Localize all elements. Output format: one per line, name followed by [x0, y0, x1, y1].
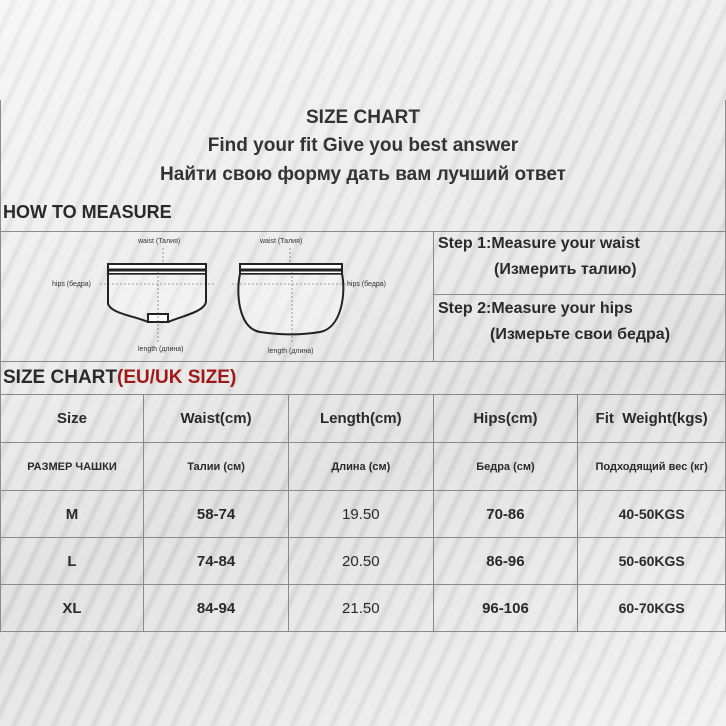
divider-how-bottom [0, 361, 726, 362]
divider-diagram-steps [433, 231, 434, 361]
table-row [1, 491, 726, 538]
header-hips-ru: Бедра (см) [433, 443, 578, 491]
length-label-front: length (длина) [138, 346, 184, 353]
step1-line2: (Измерить талию) [494, 261, 637, 278]
header-length: Length(cm) [289, 395, 434, 443]
size-cell: L [1, 538, 144, 585]
header-length-ru: Длина (см) [289, 443, 434, 491]
weight-cell: 40-50KGS [578, 491, 726, 538]
header-waist-ru: Талии (см) [144, 443, 289, 491]
header-waist: Waist(cm) [144, 395, 289, 443]
step1-line1: Step 1:Measure your waist [438, 235, 640, 252]
subtitle-russian: Найти свою форму дать вам лучший ответ [160, 164, 566, 185]
step2-line1: Step 2:Measure your hips [438, 300, 633, 317]
size-chart-heading-suffix: (EU/UK SIZE) [117, 367, 237, 388]
hips-cell: 96-106 [433, 585, 578, 632]
weight-cell: 50-60KGS [578, 538, 726, 585]
length-cell: 21.50 [289, 585, 434, 632]
size-cell: M [1, 491, 144, 538]
subtitle-english: Find your fit Give you best answer [207, 135, 519, 156]
length-cell: 20.50 [289, 538, 434, 585]
table-header-row [1, 395, 726, 443]
table-row [1, 538, 726, 585]
header-size-ru: РАЗМЕР ЧАШКИ [1, 443, 144, 491]
size-cell: XL [1, 585, 144, 632]
hips-label-front: hips (бедра) [52, 281, 91, 288]
hips-cell: 86-96 [433, 538, 578, 585]
hips-label-back: hips (бедра) [347, 281, 386, 288]
step2-line2: (Измерьте свои бедра) [490, 326, 671, 343]
size-table [0, 394, 726, 632]
divider-steps [433, 294, 726, 295]
briefs-back-icon [238, 264, 343, 334]
waist-cell: 84-94 [144, 585, 289, 632]
table-header-row-russian [1, 443, 726, 491]
waist-label-back: waist (Талия) [260, 238, 303, 245]
header-hips: Hips(cm) [433, 395, 578, 443]
chart-title: SIZE CHART [306, 107, 420, 128]
header-size: Size [1, 395, 144, 443]
briefs-illustration [0, 232, 433, 360]
length-label-back: length (длина) [268, 348, 314, 355]
header-fit-weight-ru: Подходящий вес (кг) [578, 443, 726, 491]
size-chart-heading-prefix: SIZE CHART [3, 367, 117, 388]
size-chart-heading [3, 367, 236, 389]
waist-cell: 58-74 [144, 491, 289, 538]
length-cell: 19.50 [289, 491, 434, 538]
waist-label-front: waist (Талия) [138, 238, 181, 245]
header-fit-weight: Fit Weight(kgs) [578, 395, 726, 443]
briefs-front-icon [108, 264, 206, 322]
measure-diagram [0, 232, 433, 360]
hips-cell: 70-86 [433, 491, 578, 538]
table-row [1, 585, 726, 632]
how-to-measure-heading: HOW TO MEASURE [3, 202, 172, 222]
weight-cell: 60-70KGS [578, 585, 726, 632]
waist-cell: 74-84 [144, 538, 289, 585]
